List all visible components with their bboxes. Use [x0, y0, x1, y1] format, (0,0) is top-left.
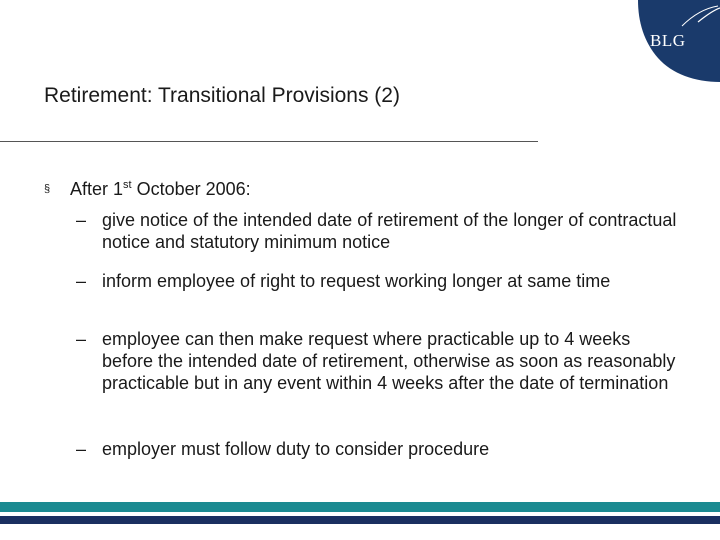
slide-title: Retirement: Transitional Provisions (2) — [44, 84, 400, 107]
bullet-marker-icon: § — [44, 183, 51, 195]
dash-marker: – — [76, 271, 87, 291]
bullet-superscript: st — [123, 179, 132, 191]
sub-bullet-item — [76, 209, 686, 253]
dash-marker: – — [76, 329, 87, 349]
sub-bullet-item — [76, 270, 686, 292]
logo-text: BLG — [650, 31, 686, 50]
dash-marker: – — [76, 210, 87, 230]
sub-bullet-item — [76, 328, 686, 394]
sub-bullet-text: employee can then make request where practicable up to 4 weeks before the intended date of retirement, otherwise as soon as reasonably practicable but in any event within 4 weeks after the date of termination — [102, 329, 676, 393]
main-bullet — [44, 173, 251, 201]
bullet-text-start: After 1 — [70, 179, 124, 199]
footer-navy-stripe — [0, 516, 720, 524]
sub-bullet-item — [76, 438, 686, 460]
sub-bullet-text: give notice of the intended date of retirement of the longer of contractual notice and statutory minimum notice — [102, 210, 677, 252]
sub-bullet-text: inform employee of right to request working longer at same time — [102, 271, 611, 291]
sub-bullet-text: employer must follow duty to consider procedure — [102, 439, 490, 459]
bullet-text-end: October 2006: — [131, 179, 251, 199]
dash-marker: – — [76, 439, 87, 459]
footer-teal-stripe — [0, 502, 720, 512]
title-divider — [0, 141, 538, 142]
footer-bottom — [0, 524, 720, 540]
